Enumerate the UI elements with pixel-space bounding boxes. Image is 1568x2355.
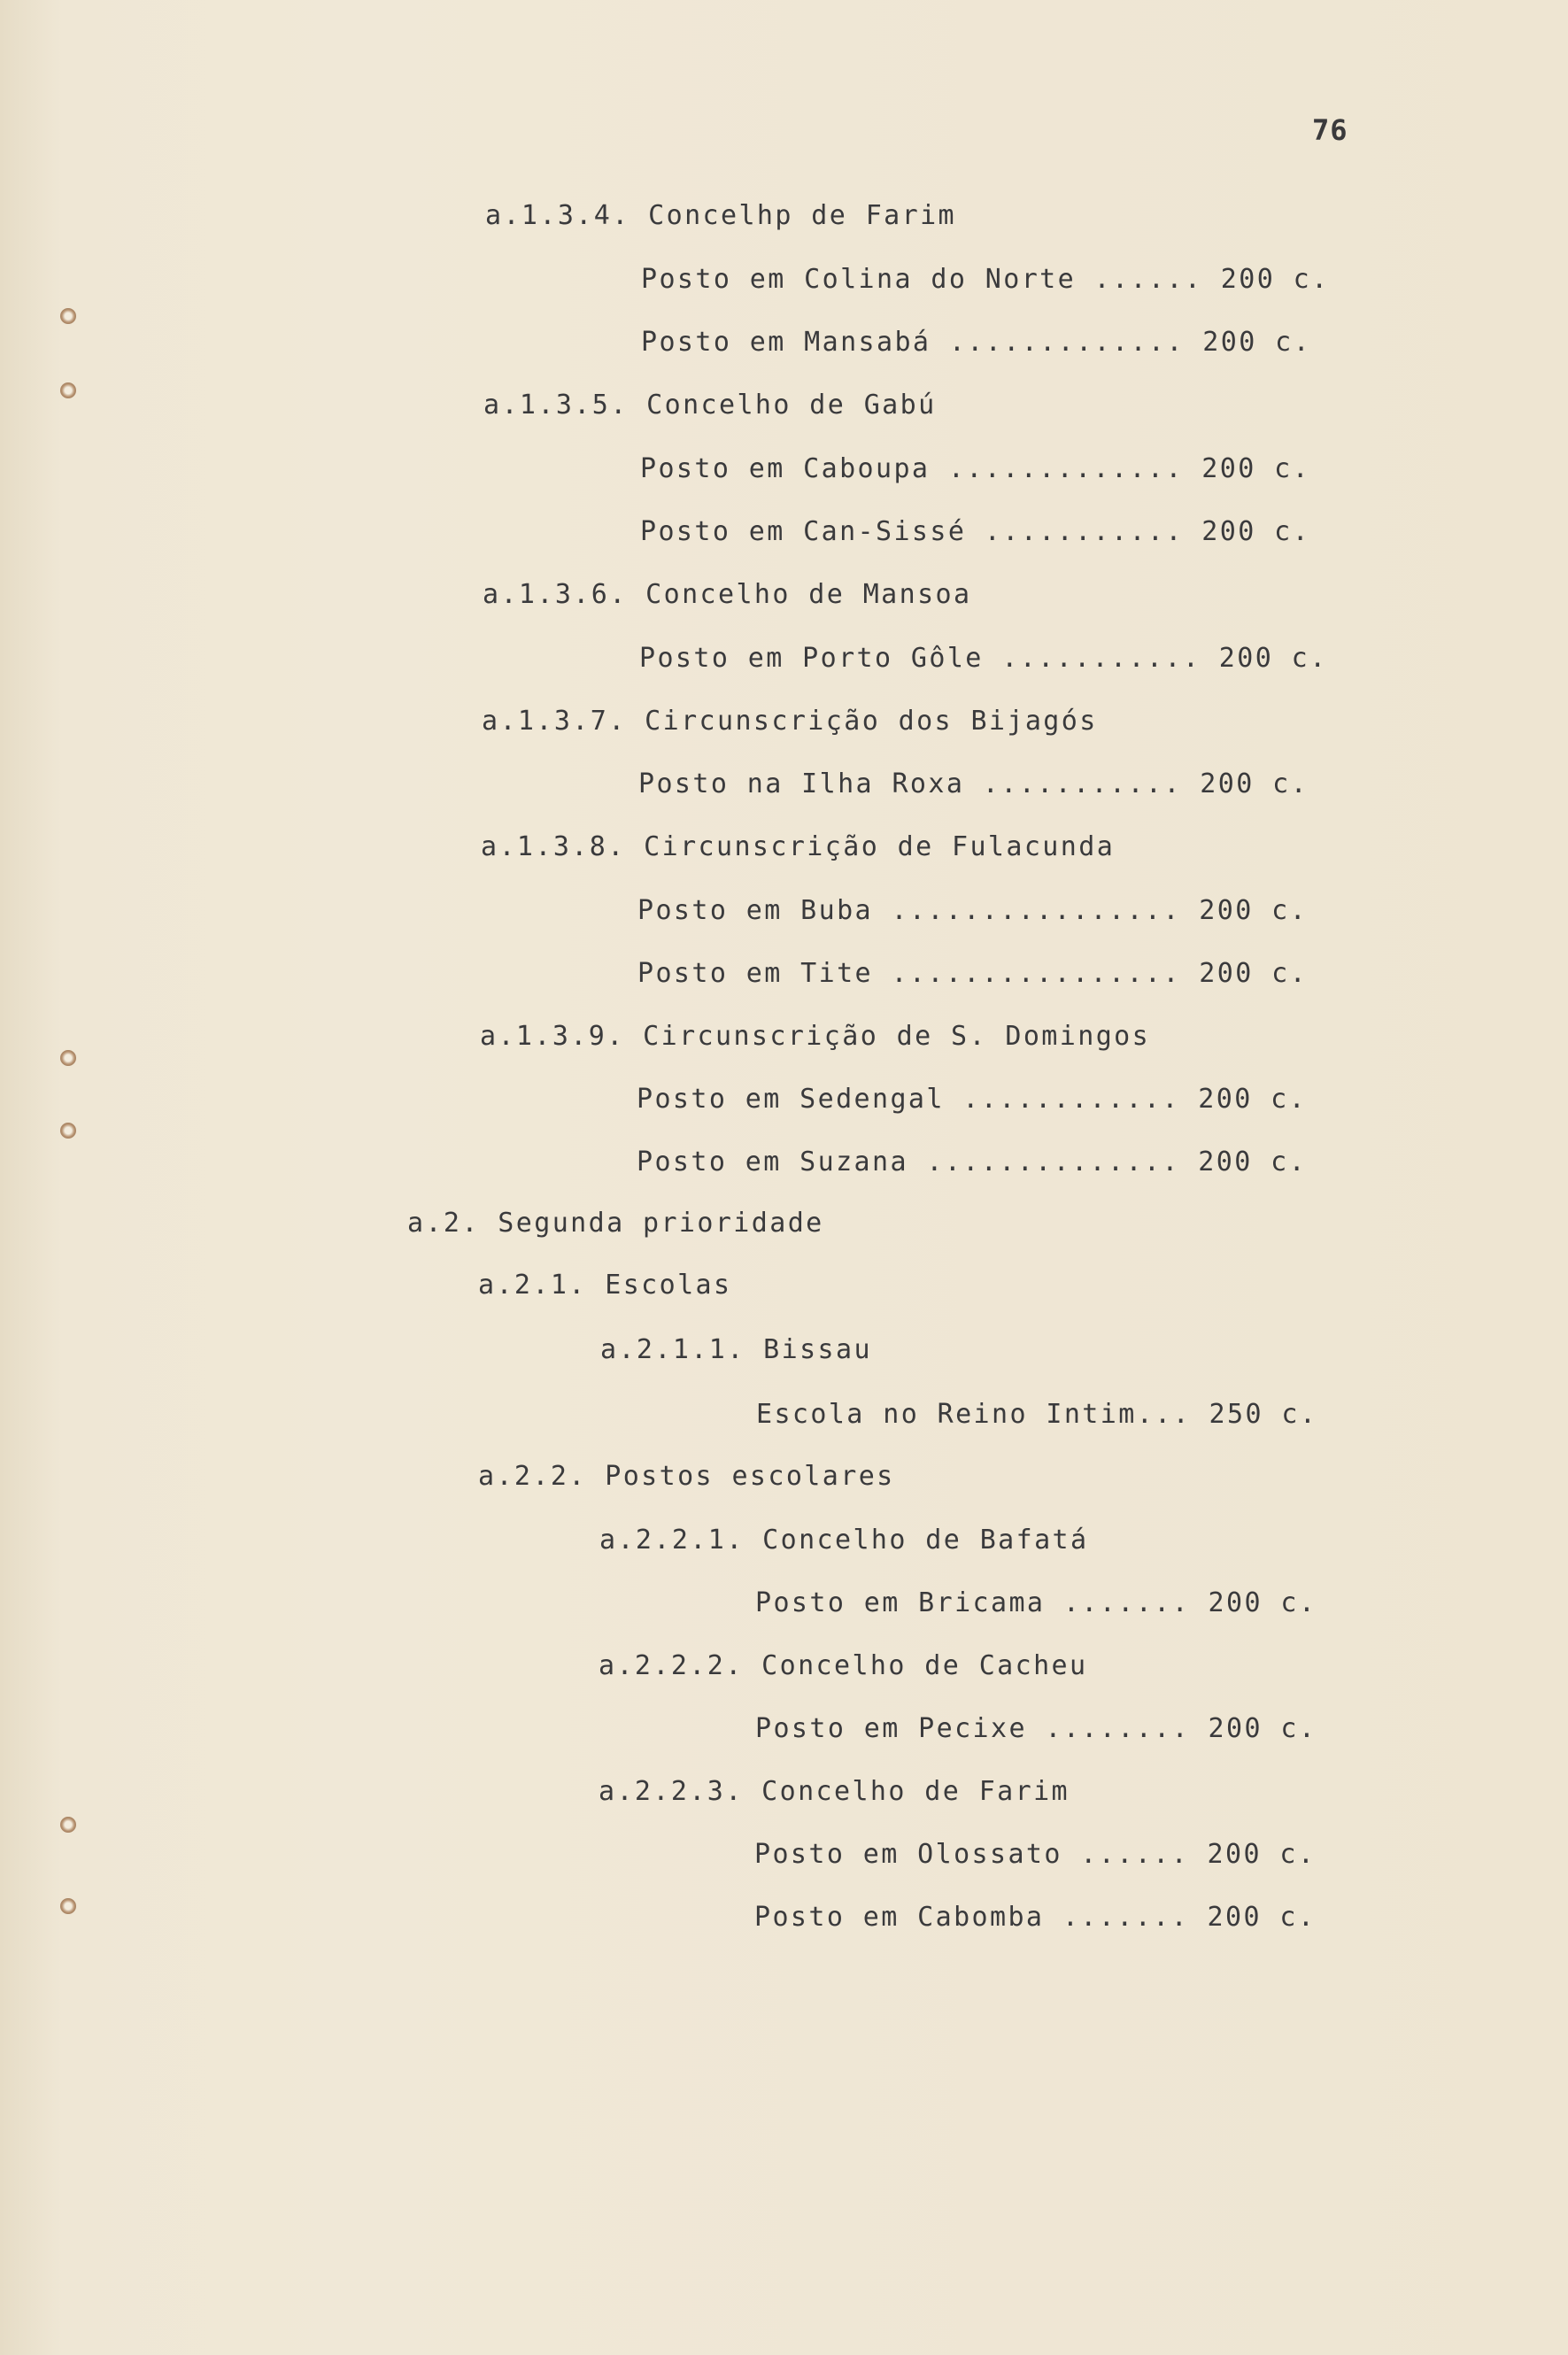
entry-line: Posto em Buba ................ 200 c. — [637, 895, 1309, 926]
punch-hole — [60, 1050, 76, 1066]
section-heading: a.2.2. Postos escolares — [478, 1461, 895, 1492]
punch-hole — [60, 1898, 76, 1914]
entry-line: Posto em Tite ................ 200 c. — [637, 958, 1309, 989]
entry-line: Escola no Reino Intim... 250 c. — [756, 1399, 1318, 1430]
punch-hole — [60, 1817, 76, 1833]
entry-line: Posto em Bricama ....... 200 c. — [755, 1587, 1317, 1618]
punch-hole — [60, 382, 76, 398]
entry-line: Posto em Caboupa ............. 200 c. — [640, 453, 1311, 484]
section-heading: a.2.1. Escolas — [478, 1270, 732, 1301]
entry-line: Posto na Ilha Roxa ........... 200 c. — [638, 768, 1309, 799]
entry-line: Posto em Pecixe ........ 200 c. — [755, 1713, 1317, 1744]
entry-line: Posto em Mansabá ............. 200 c. — [641, 327, 1312, 358]
section-heading: a.1.3.8. Circunscrição de Fulacunda — [481, 831, 1116, 862]
entry-line: Posto em Can-Sissé ........... 200 c. — [640, 516, 1311, 547]
section-heading: a.1.3.9. Circunscrição de S. Domingos — [480, 1021, 1151, 1052]
section-heading: a.2.2.2. Concelho de Cacheu — [599, 1650, 1088, 1681]
section-heading: a.2.1.1. Bissau — [600, 1334, 872, 1365]
entry-line: Posto em Colina do Norte ...... 200 c. — [641, 264, 1330, 295]
punch-hole — [60, 308, 76, 324]
entry-line: Posto em Porto Gôle ........... 200 c. — [639, 643, 1328, 674]
page-number: 76 — [1312, 113, 1348, 147]
entry-line: Posto em Cabomba ....... 200 c. — [754, 1902, 1317, 1933]
section-heading: a.2.2.1. Concelho de Bafatá — [599, 1525, 1089, 1556]
section-heading: a.1.3.6. Concelho de Mansoa — [483, 579, 972, 610]
section-heading: a.2. Segunda prioridade — [407, 1208, 824, 1239]
entry-line: Posto em Olossato ...... 200 c. — [754, 1839, 1317, 1870]
section-heading: a.1.3.4. Concelhp de Farim — [485, 200, 956, 231]
section-heading: a.2.2.3. Concelho de Farim — [599, 1776, 1070, 1807]
section-heading: a.1.3.5. Concelho de Gabú — [483, 390, 937, 421]
entry-line: Posto em Sedengal ............ 200 c. — [637, 1084, 1308, 1115]
punch-hole — [60, 1123, 76, 1139]
section-heading: a.1.3.7. Circunscrição dos Bijagós — [482, 706, 1098, 737]
entry-line: Posto em Suzana .............. 200 c. — [637, 1147, 1308, 1178]
